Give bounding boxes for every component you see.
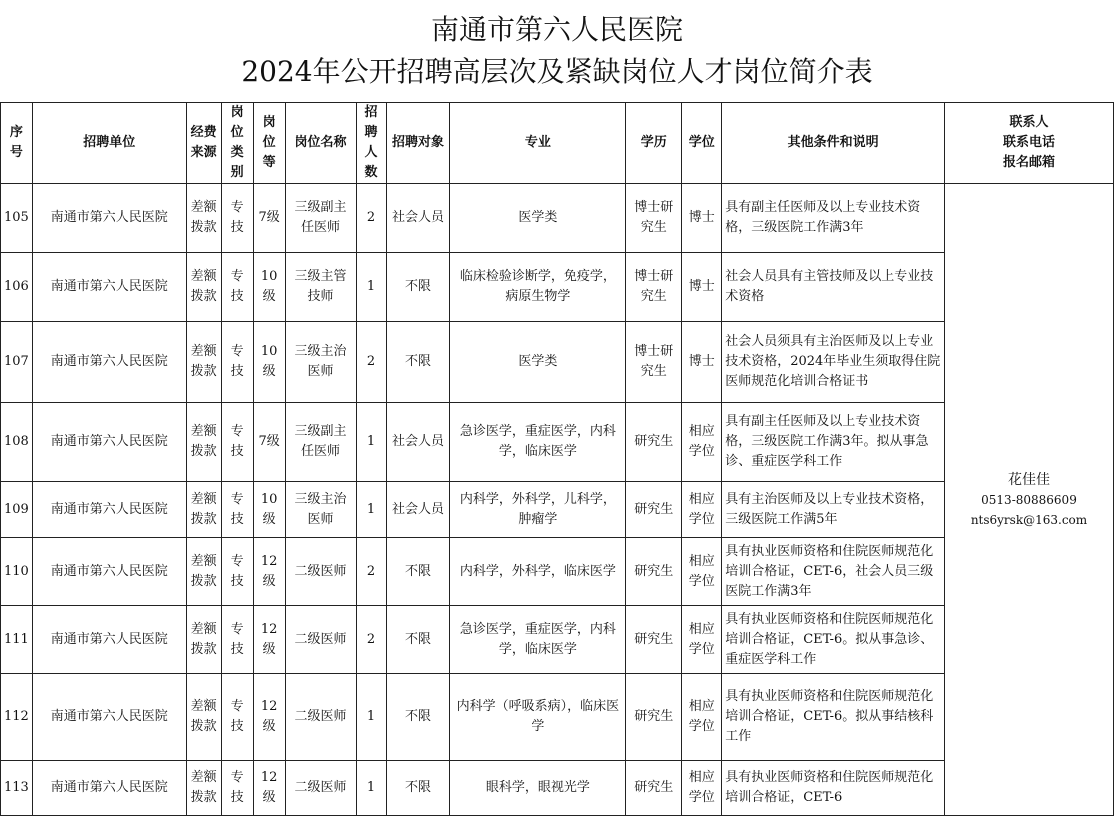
header-major: 专业 <box>450 103 626 184</box>
cell-post-type: 专技 <box>221 674 253 761</box>
header-post-type: 岗位类别 <box>221 103 253 184</box>
cell-degree: 博士 <box>682 253 722 322</box>
cell-funding: 差额拨款 <box>186 482 221 538</box>
cell-education: 博士研究生 <box>626 184 682 253</box>
cell-target: 社会人员 <box>386 482 450 538</box>
cell-funding: 差额拨款 <box>186 322 221 403</box>
cell-education: 研究生 <box>626 482 682 538</box>
cell-major: 急诊医学，重症医学，内科学，临床医学 <box>450 403 626 482</box>
cell-unit: 南通市第六人民医院 <box>32 322 186 403</box>
cell-count: 1 <box>356 761 386 816</box>
cell-post-type: 专技 <box>221 538 253 606</box>
cell-funding: 差额拨款 <box>186 538 221 606</box>
cell-other: 具有执业医师资格和住院医师规范化培训合格证，CET-6 <box>722 761 945 816</box>
header-other: 其他条件和说明 <box>722 103 945 184</box>
cell-post-level: 10级 <box>253 482 285 538</box>
cell-major: 内科学，外科学，临床医学 <box>450 538 626 606</box>
cell-target: 不限 <box>386 322 450 403</box>
cell-count: 1 <box>356 403 386 482</box>
cell-target: 不限 <box>386 761 450 816</box>
cell-post-name: 二级医师 <box>285 761 356 816</box>
cell-other: 具有执业医师资格和住院医师规范化培训合格证，CET-6。拟从事急诊、重症医学科工作 <box>722 606 945 674</box>
title-block <box>0 0 1114 103</box>
header-contact-person: 联系人 <box>1009 115 1049 130</box>
header-contact <box>944 103 1113 184</box>
cell-degree: 相应学位 <box>682 606 722 674</box>
cell-post-name: 三级主治医师 <box>285 482 356 538</box>
cell-degree: 博士 <box>682 322 722 403</box>
cell-unit: 南通市第六人民医院 <box>32 403 186 482</box>
cell-seq: 113 <box>1 761 33 816</box>
cell-post-level: 7级 <box>253 184 285 253</box>
cell-funding: 差额拨款 <box>186 184 221 253</box>
cell-unit: 南通市第六人民医院 <box>32 482 186 538</box>
cell-post-name: 三级主治医师 <box>285 322 356 403</box>
cell-seq: 108 <box>1 403 33 482</box>
cell-count: 2 <box>356 538 386 606</box>
jobs-table <box>0 102 1114 816</box>
table-title: 2024年公开招聘高层次及紧缺岗位人才岗位简介表 <box>241 55 873 88</box>
cell-post-type: 专技 <box>221 761 253 816</box>
cell-education: 博士研究生 <box>626 253 682 322</box>
cell-education: 研究生 <box>626 403 682 482</box>
cell-post-level: 12级 <box>253 606 285 674</box>
cell-major: 医学类 <box>450 184 626 253</box>
cell-target: 不限 <box>386 538 450 606</box>
cell-post-level: 10级 <box>253 322 285 403</box>
cell-unit: 南通市第六人民医院 <box>32 538 186 606</box>
cell-unit: 南通市第六人民医院 <box>32 606 186 674</box>
cell-count: 2 <box>356 184 386 253</box>
cell-post-type: 专技 <box>221 322 253 403</box>
cell-major: 医学类 <box>450 322 626 403</box>
header-funding: 经费来源 <box>186 103 221 184</box>
header-count: 招聘人数 <box>356 103 386 184</box>
cell-post-name: 三级副主任医师 <box>285 184 356 253</box>
cell-seq: 105 <box>1 184 33 253</box>
table-row <box>1 184 1114 253</box>
cell-education: 博士研究生 <box>626 322 682 403</box>
cell-unit: 南通市第六人民医院 <box>32 761 186 816</box>
cell-unit: 南通市第六人民医院 <box>32 184 186 253</box>
cell-post-level: 12级 <box>253 761 285 816</box>
cell-count: 2 <box>356 322 386 403</box>
cell-post-name: 二级医师 <box>285 606 356 674</box>
cell-unit: 南通市第六人民医院 <box>32 674 186 761</box>
cell-funding: 差额拨款 <box>186 674 221 761</box>
cell-education: 研究生 <box>626 538 682 606</box>
cell-major: 内科学（呼吸系病），临床医学 <box>450 674 626 761</box>
cell-post-level: 10级 <box>253 253 285 322</box>
cell-post-type: 专技 <box>221 482 253 538</box>
contact-phone: 0513-80886609 <box>981 492 1077 507</box>
header-seq: 序号 <box>1 103 33 184</box>
cell-count: 1 <box>356 253 386 322</box>
cell-education: 研究生 <box>626 674 682 761</box>
cell-post-name: 二级医师 <box>285 538 356 606</box>
cell-education: 研究生 <box>626 761 682 816</box>
cell-other: 具有副主任医师及以上专业技术资格，三级医院工作满3年。拟从事急诊、重症医学科工作 <box>722 403 945 482</box>
cell-count: 1 <box>356 482 386 538</box>
cell-degree: 相应学位 <box>682 674 722 761</box>
cell-count: 1 <box>356 674 386 761</box>
cell-other: 具有副主任医师及以上专业技术资格，三级医院工作满3年 <box>722 184 945 253</box>
contact-email: nts6yrsk@163.com <box>970 512 1088 527</box>
hospital-title: 南通市第六人民医院 <box>430 13 683 46</box>
cell-seq: 111 <box>1 606 33 674</box>
contact-cell <box>944 184 1113 816</box>
header-unit: 招聘单位 <box>32 103 186 184</box>
cell-other: 社会人员须具有主治医师及以上专业技术资格，2024年毕业生须取得住院医师规范化培训合格证书 <box>722 322 945 403</box>
cell-post-name: 二级医师 <box>285 674 356 761</box>
header-contact-phone: 联系电话 <box>1002 135 1055 150</box>
header-degree: 学位 <box>682 103 722 184</box>
cell-seq: 107 <box>1 322 33 403</box>
header-row <box>1 103 1114 184</box>
cell-seq: 106 <box>1 253 33 322</box>
cell-seq: 109 <box>1 482 33 538</box>
cell-post-name: 三级副主任医师 <box>285 403 356 482</box>
header-education: 学历 <box>626 103 682 184</box>
header-post-level: 岗位等 <box>253 103 285 184</box>
cell-target: 不限 <box>386 674 450 761</box>
cell-target: 不限 <box>386 253 450 322</box>
cell-funding: 差额拨款 <box>186 761 221 816</box>
cell-degree: 博士 <box>682 184 722 253</box>
cell-target: 社会人员 <box>386 403 450 482</box>
cell-post-type: 专技 <box>221 184 253 253</box>
cell-seq: 112 <box>1 674 33 761</box>
header-contact-email: 报名邮箱 <box>1002 155 1055 170</box>
cell-degree: 相应学位 <box>682 761 722 816</box>
cell-education: 研究生 <box>626 606 682 674</box>
cell-target: 不限 <box>386 606 450 674</box>
cell-unit: 南通市第六人民医院 <box>32 253 186 322</box>
cell-other: 社会人员具有主管技师及以上专业技术资格 <box>722 253 945 322</box>
cell-other: 具有执业医师资格和住院医师规范化培训合格证，CET-6，社会人员三级医院工作满3年 <box>722 538 945 606</box>
cell-count: 2 <box>356 606 386 674</box>
cell-funding: 差额拨款 <box>186 403 221 482</box>
header-post-name: 岗位名称 <box>285 103 356 184</box>
cell-post-level: 12级 <box>253 538 285 606</box>
cell-seq: 110 <box>1 538 33 606</box>
cell-major: 临床检验诊断学，免疫学，病原生物学 <box>450 253 626 322</box>
cell-other: 具有主治医师及以上专业技术资格，三级医院工作满5年 <box>722 482 945 538</box>
cell-post-type: 专技 <box>221 403 253 482</box>
cell-major: 眼科学，眼视光学 <box>450 761 626 816</box>
cell-degree: 相应学位 <box>682 538 722 606</box>
cell-funding: 差额拨款 <box>186 253 221 322</box>
cell-other: 具有执业医师资格和住院医师规范化培训合格证，CET-6。拟从事结核科工作 <box>722 674 945 761</box>
cell-post-level: 12级 <box>253 674 285 761</box>
cell-major: 内科学，外科学，儿科学，肿瘤学 <box>450 482 626 538</box>
cell-post-type: 专技 <box>221 253 253 322</box>
contact-name: 花佳佳 <box>1007 471 1050 488</box>
cell-post-name: 三级主管技师 <box>285 253 356 322</box>
cell-funding: 差额拨款 <box>186 606 221 674</box>
cell-post-type: 专技 <box>221 606 253 674</box>
cell-major: 急诊医学，重症医学，内科学，临床医学 <box>450 606 626 674</box>
cell-degree: 相应学位 <box>682 403 722 482</box>
cell-target: 社会人员 <box>386 184 450 253</box>
header-target: 招聘对象 <box>386 103 450 184</box>
cell-degree: 相应学位 <box>682 482 722 538</box>
cell-post-level: 7级 <box>253 403 285 482</box>
